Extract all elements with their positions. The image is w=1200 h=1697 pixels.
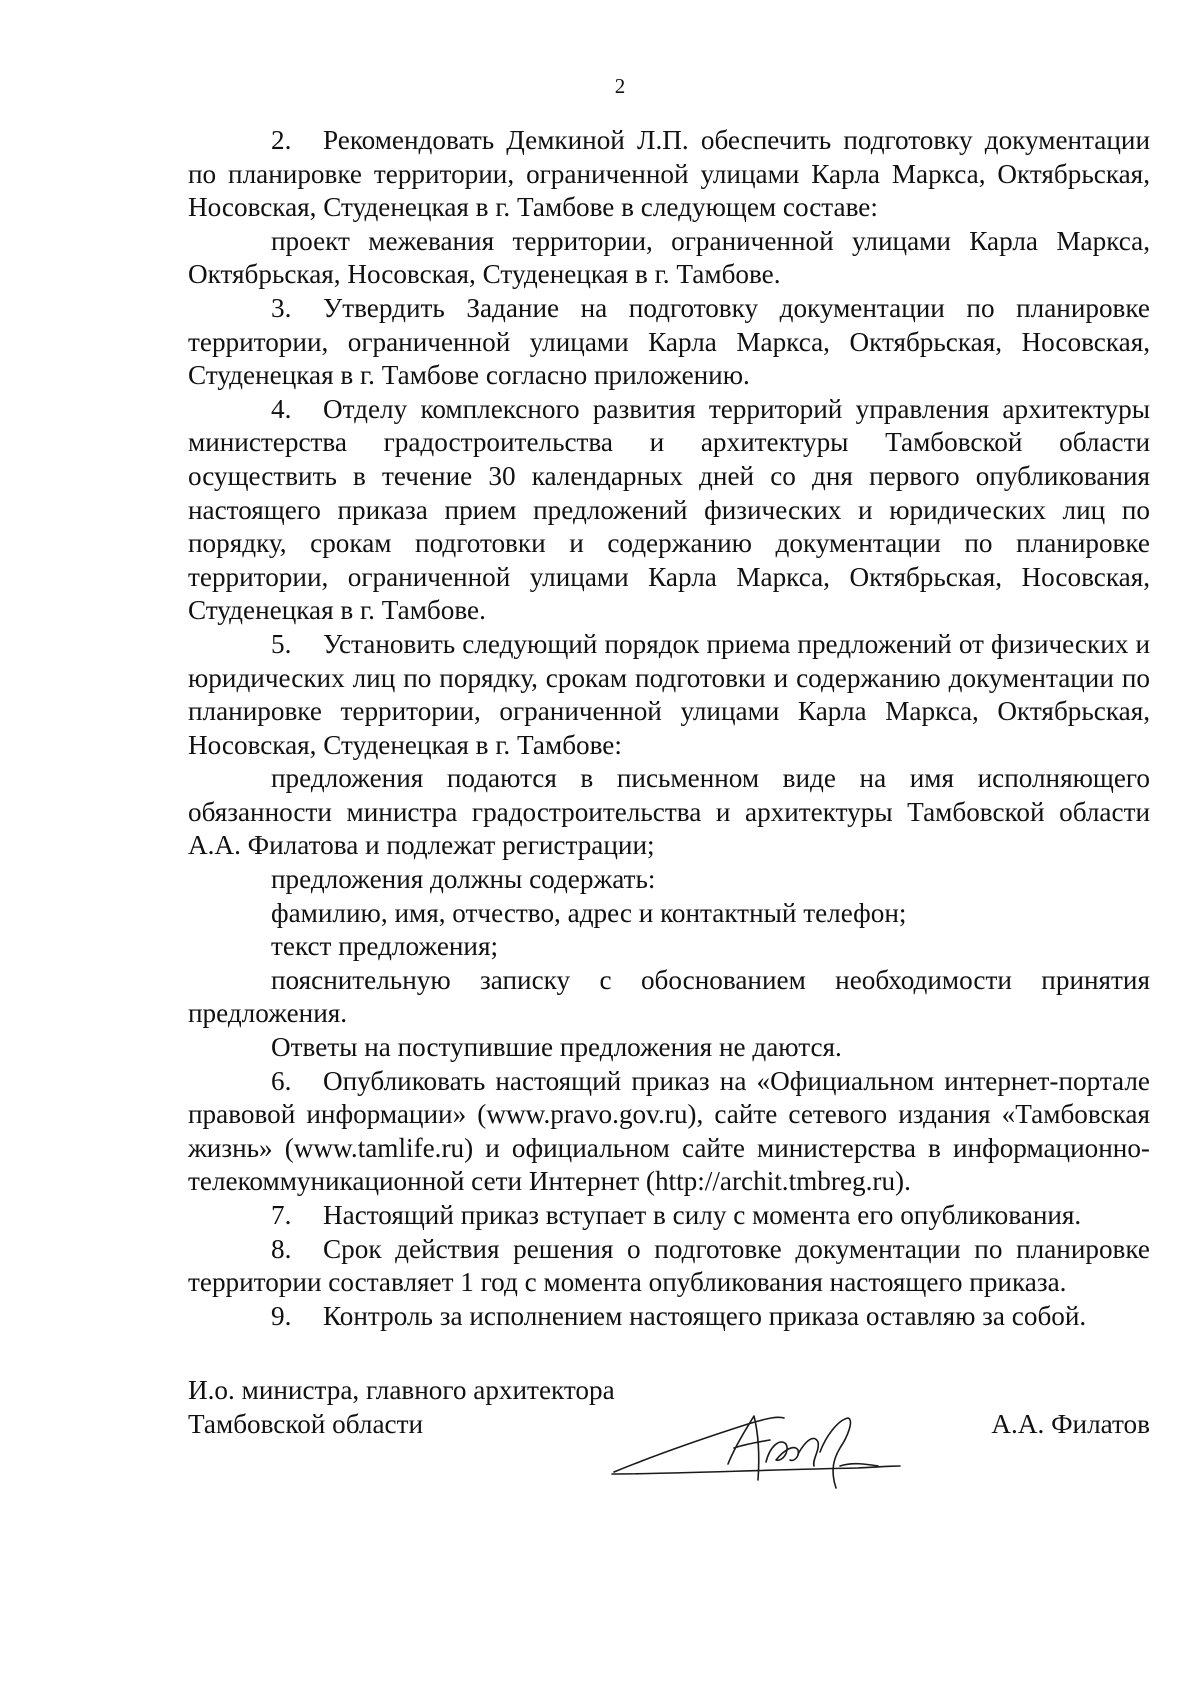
paragraph-8 xyxy=(188,1233,1150,1300)
item-number: 6. xyxy=(271,1065,292,1096)
paragraph-9 xyxy=(188,1300,1150,1334)
paragraph-5-sub-4: текст предложения; xyxy=(271,931,499,962)
handwritten-signature xyxy=(608,1404,908,1496)
paragraph-5-sub-3: фамилию, имя, отчество, адрес и контактный телефон; xyxy=(271,897,907,928)
paragraph-3 xyxy=(188,292,1150,393)
signature-block xyxy=(188,1374,1150,1441)
paragraph-text: Опубликовать настоящий приказ на «Официальном интернет-портале правовой информации» (www.pravo.gov.ru), сайте сетевого издания «Тамбовская жизнь» (www.tamlife.ru) и официальном сайте министерства в информационно-телекоммуникационной сети Интернет (http://archit.tmbreg.ru). xyxy=(188,1065,1150,1197)
paragraph-7 xyxy=(188,1199,1150,1233)
paragraph-4 xyxy=(188,393,1150,628)
paragraph-5-sub-6: Ответы на поступившие предложения не даются. xyxy=(271,1032,842,1063)
paragraph-text: Срок действия решения о подготовке документации по планировке территории составляет 1 год с момента опубликования настоящего приказа. xyxy=(188,1233,1150,1298)
document-body xyxy=(188,124,1150,1333)
item-number: 7. xyxy=(271,1200,292,1230)
item-number: 2. xyxy=(271,125,292,155)
paragraph-text: Контроль за исполнением настоящего приказа оставляю за собой. xyxy=(323,1300,1087,1331)
item-number: 3. xyxy=(271,292,292,323)
paragraph-5-sub-1: предложения подаются в письменном виде на имя исполняющего обязанности министра градостроительства и архитектуры Тамбовской области А.А. Филатова и подлежат регистрации; xyxy=(188,763,1150,861)
item-number: 9. xyxy=(271,1300,292,1331)
signatory-title-line-2: Тамбовской области xyxy=(188,1408,424,1439)
paragraph-5 xyxy=(188,628,1150,762)
page-number: 2 xyxy=(614,74,626,98)
item-number: 5. xyxy=(271,628,292,659)
paragraph-text: Установить следующий порядок приема предложений от физических и юридических лиц по порядку, срокам подготовки и содержанию документации по планировке территории, ограниченной улицами Карла Маркса, Октябрьская, Носовская, Студенецкая в г. Тамбове: xyxy=(188,628,1150,760)
paragraph-text: Настоящий приказ вступает в силу с момента его опубликования. xyxy=(323,1200,1082,1230)
paragraph-5-sub-2: предложения должны содержать: xyxy=(271,864,656,895)
paragraph-6 xyxy=(188,1065,1150,1199)
paragraph-text: Отделу комплексного развития территорий управления архитектуры министерства градостроительства и архитектуры Тамбовской области осуществить в течение 30 календарных дней со дня первого опубликования настоящего приказа прием предложений физических и юридических лиц по порядку, срокам подготовки и содержанию документации по планировке территории, ограниченной улицами Карла Маркса, Октябрьская, Носовская, Студенецкая в г. Тамбове. xyxy=(188,393,1150,626)
paragraph-text: Утвердить Задание на подготовку документации по планировке территории, ограниченной улицами Карла Маркса, Октябрьская, Носовская, Студенецкая в г. Тамбове согласно приложению. xyxy=(188,292,1150,391)
paragraph-5-sub-5: пояснительную записку с обоснованием необходимости принятия предложения. xyxy=(188,964,1150,1029)
paragraph-2 xyxy=(188,124,1150,225)
paragraph-text: Рекомендовать Демкиной Л.П. обеспечить подготовку документации по планировке территории, ограниченной улицами Карла Маркса, Октябрьская, Носовская, Студенецкая в г. Тамбове в следующем составе: xyxy=(188,125,1150,223)
signatory-title-line-1: И.о. министра, главного архитектора xyxy=(188,1375,615,1405)
signatory-name: А.А. Филатов xyxy=(991,1408,1150,1439)
item-number: 8. xyxy=(271,1233,292,1264)
paragraph-2-sub: проект межевания территории, ограниченной улицами Карла Маркса, Октябрьская, Носовская, Студенецкая в г. Тамбове. xyxy=(188,225,1150,290)
item-number: 4. xyxy=(271,393,292,424)
